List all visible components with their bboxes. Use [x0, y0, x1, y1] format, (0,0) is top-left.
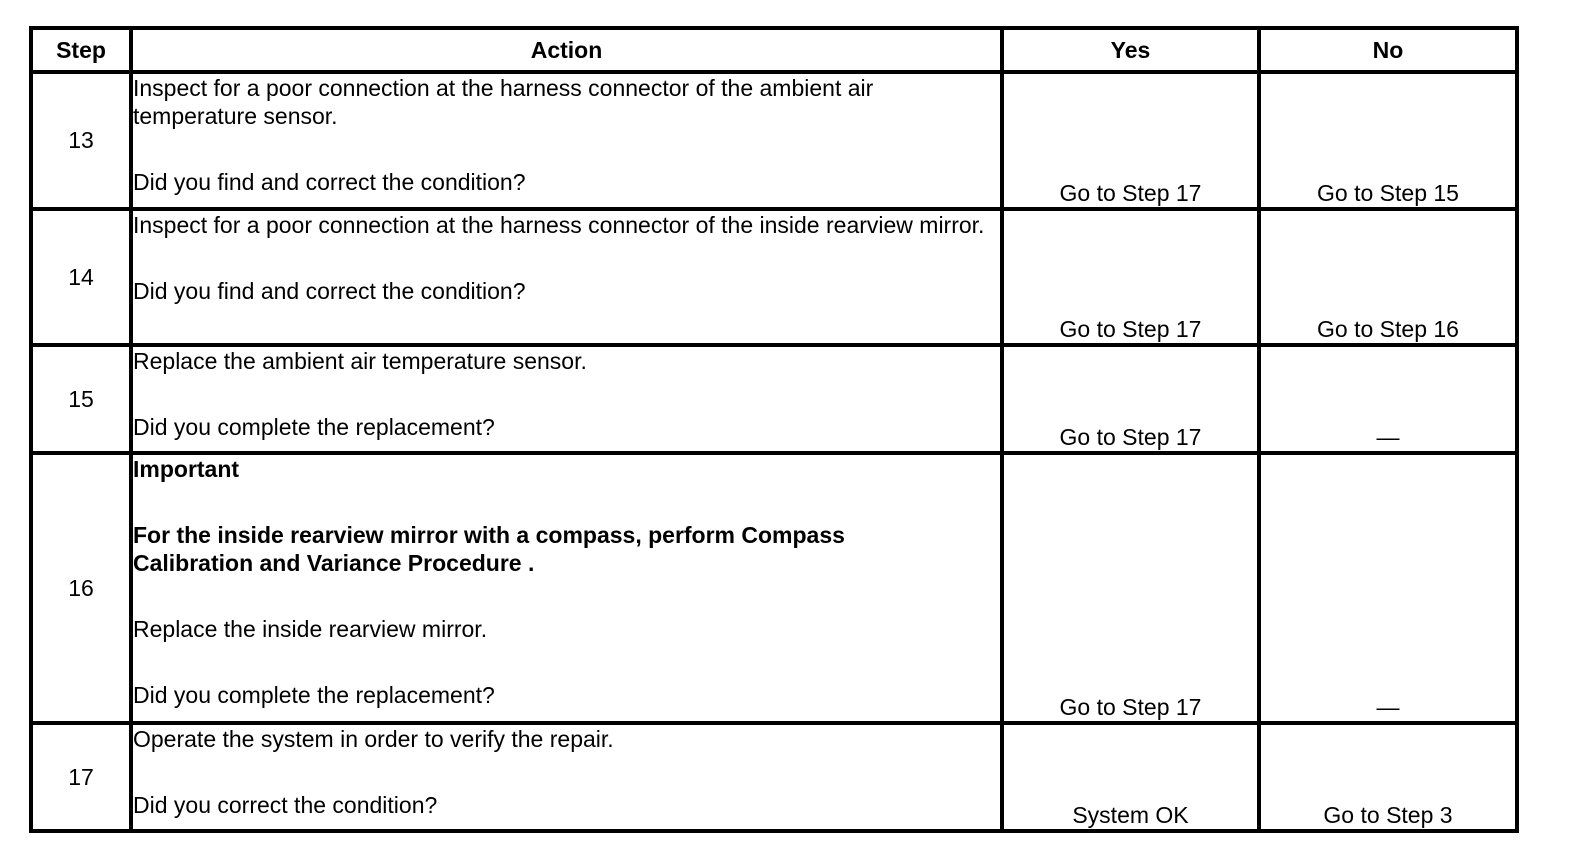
action-question: Did you complete the replacement? — [133, 682, 495, 708]
table-row — [31, 72, 1517, 209]
table-row — [31, 453, 1517, 723]
table-header-row — [31, 28, 1517, 72]
no-result: Go to Step 3 — [1259, 723, 1517, 831]
action-cell — [131, 72, 1002, 209]
table-row — [31, 723, 1517, 831]
action-question: Did you find and correct the condition? — [133, 169, 526, 195]
action-question: Did you find and correct the condition? — [133, 278, 526, 304]
action-instruction: Operate the system in order to verify the repair. — [133, 726, 614, 752]
em-dash: — — [1376, 694, 1400, 720]
column-header-no: No — [1259, 28, 1517, 72]
no-result — [1259, 345, 1517, 453]
no-result — [1259, 453, 1517, 723]
action-question: Did you correct the condition? — [133, 792, 438, 818]
action-cell — [131, 345, 1002, 453]
important-note: For the inside rearview mirror with a compass, perform Compass Calibration and Variance Procedure . — [133, 522, 845, 576]
action-cell — [131, 209, 1002, 345]
no-result: Go to Step 15 — [1259, 72, 1517, 209]
action-instruction: Inspect for a poor connection at the harness connector of the ambient air temperature sensor. — [133, 75, 874, 129]
action-instruction: Inspect for a poor connection at the harness connector of the inside rearview mirror. — [133, 212, 985, 238]
action-instruction: Replace the ambient air temperature sensor. — [133, 348, 587, 374]
em-dash: — — [1376, 424, 1400, 450]
column-header-step: Step — [31, 28, 131, 72]
action-cell — [131, 723, 1002, 831]
step-number: 16 — [31, 453, 131, 723]
column-header-yes: Yes — [1002, 28, 1259, 72]
action-instruction: Replace the inside rearview mirror. — [133, 616, 488, 642]
yes-result: Go to Step 17 — [1002, 72, 1259, 209]
yes-result: System OK — [1002, 723, 1259, 831]
column-header-action: Action — [131, 28, 1002, 72]
yes-result: Go to Step 17 — [1002, 209, 1259, 345]
step-number: 17 — [31, 723, 131, 831]
important-label: Important — [133, 456, 240, 482]
table-row — [31, 209, 1517, 345]
no-result: Go to Step 16 — [1259, 209, 1517, 345]
table-row — [31, 345, 1517, 453]
action-question: Did you complete the replacement? — [133, 414, 495, 440]
step-number: 13 — [31, 72, 131, 209]
step-number: 15 — [31, 345, 131, 453]
step-number: 14 — [31, 209, 131, 345]
action-cell — [131, 453, 1002, 723]
yes-result: Go to Step 17 — [1002, 345, 1259, 453]
yes-result: Go to Step 17 — [1002, 453, 1259, 723]
diagnostic-table — [29, 26, 1519, 833]
